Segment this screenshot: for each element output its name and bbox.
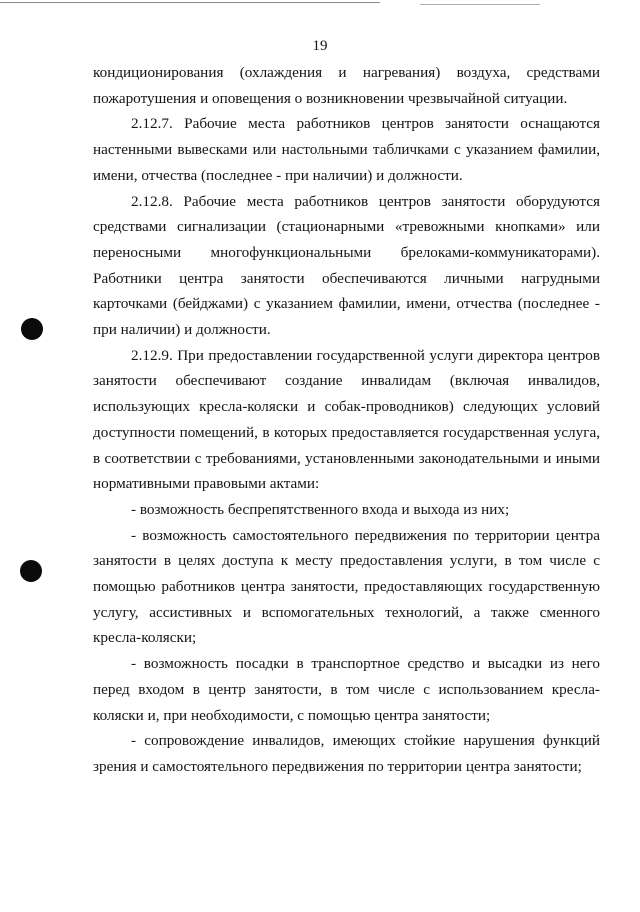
paragraph-continuation: кондиционирования (охлаждения и нагревания) воздуха, средствами пожаротушения и оповещения о возникновении чрезвычайной ситуации. [93,64,600,107]
scan-edge-line [420,4,540,5]
punch-hole [21,318,43,340]
document-body [93,60,600,780]
scan-edge-line [0,2,380,3]
list-item-transport: - возможность посадки в транспортное средство и высадки из него перед входом в центр занятости, в том числе с использованием кресла-коляски и, при необходимости, с помощью центра занятости; [93,655,600,724]
list-item-entry-exit: - возможность беспрепятственного входа и выхода из них; [131,500,510,518]
list-item-movement: - возможность самостоятельного передвижения по территории центра занятости в целях доступа к месту предоставления услуги, в том числе с помощью работников центра занятости, предоставляющих государственную услугу, ассистивных и вспомогательных технологий, а также сменного кресла-коляски; [93,526,600,647]
list-item-escort: - сопровождение инвалидов, имеющих стойкие нарушения функций зрения и самостоятельного передвижения по территории центра занятости; [93,732,600,775]
paragraph-2-12-8: 2.12.8. Рабочие места работников центров занятости оборудуются средствами сигнализации (стационарными «тревожными кнопками» или переносными многофункциональными брелоками-коммуникаторами). Работники центра занятости обеспечиваются личными нагрудными карточками (бейджами) с указанием фамилии, имени, отчества (последнее - при наличии) и должности. [93,192,600,339]
paragraph-2-12-7: 2.12.7. Рабочие места работников центров занятости оснащаются настенными вывесками или настольными табличками с указанием фамилии, имени, отчества (последнее - при наличии) и должности. [93,115,600,184]
page-number: 19 [312,38,328,54]
paragraph-2-12-9: 2.12.9. При предоставлении государственной услуги директора центров занятости обеспечивают создание инвалидам (включая инвалидов, использующих кресла-коляски и собак-проводников) следующих условий доступности помещений, в которых предоставляется государственная услуга, в соответствии с требованиями, установленными законодательными и иными нормативными правовыми актами: [93,346,600,493]
punch-hole [20,560,42,582]
